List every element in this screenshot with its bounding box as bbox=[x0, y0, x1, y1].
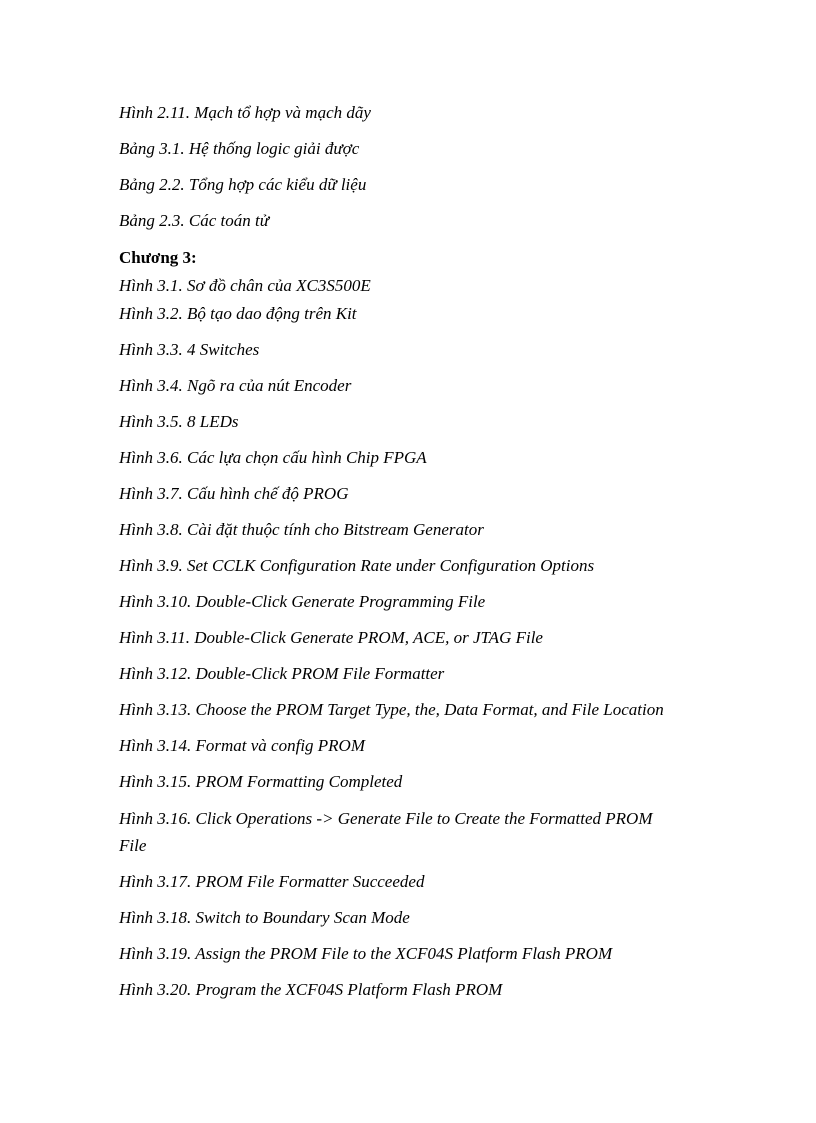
list-item: Hình 3.12. Double-Click PROM File Formatter bbox=[119, 664, 445, 683]
list-item: Hình 3.1. Sơ đồ chân của XC3S500E bbox=[119, 276, 371, 295]
list-item: Hình 3.10. Double-Click Generate Programming File bbox=[119, 592, 486, 611]
list-item: Hình 3.20. Program the XCF04S Platform Flash PROM bbox=[119, 980, 503, 999]
list-item: Hình 3.7. Cấu hình chế độ PROG bbox=[119, 484, 349, 503]
list-item: Hình 3.18. Switch to Boundary Scan Mode bbox=[119, 908, 410, 927]
list-item: Hình 3.15. PROM Formatting Completed bbox=[119, 772, 403, 791]
list-item: Hình 3.9. Set CCLK Configuration Rate under Configuration Options bbox=[119, 556, 595, 575]
list-item: Hình 3.4. Ngõ ra của nút Encoder bbox=[119, 376, 352, 395]
list-item: Hình 3.16. Click Operations -> Generate File to Create the Formatted PROM File bbox=[119, 809, 653, 855]
list-item: Hình 3.6. Các lựa chọn cấu hình Chip FPGA bbox=[119, 448, 427, 467]
list-item: Hình 3.3. 4 Switches bbox=[119, 340, 260, 359]
list-item: Hình 3.13. Choose the PROM Target Type, the, Data Format, and File Location bbox=[119, 700, 664, 719]
list-item: Hình 3.14. Format và config PROM bbox=[119, 736, 365, 755]
list-item: Hình 3.11. Double-Click Generate PROM, ACE, or JTAG File bbox=[119, 628, 543, 647]
list-item: Hình 3.8. Cài đặt thuộc tính cho Bitstream Generator bbox=[119, 520, 484, 539]
list-item: Hình 3.17. PROM File Formatter Succeeded bbox=[119, 872, 425, 891]
list-item: Hình 3.2. Bộ tạo dao động trên Kit bbox=[119, 304, 357, 323]
list-item: Bảng 3.1. Hệ thống logic giải được bbox=[119, 139, 360, 158]
list-item: Bảng 2.2. Tổng hợp các kiểu dữ liệu bbox=[119, 175, 367, 194]
list-item: Hình 3.5. 8 LEDs bbox=[119, 412, 239, 431]
list-item: Hình 2.11. Mạch tổ hợp và mạch dãy bbox=[119, 103, 371, 122]
list-item: Hình 3.19. Assign the PROM File to the XCF04S Platform Flash PROM bbox=[119, 944, 613, 963]
chapter-heading: Chương 3: bbox=[119, 248, 197, 267]
list-item: Bảng 2.3. Các toán tử bbox=[119, 211, 269, 230]
